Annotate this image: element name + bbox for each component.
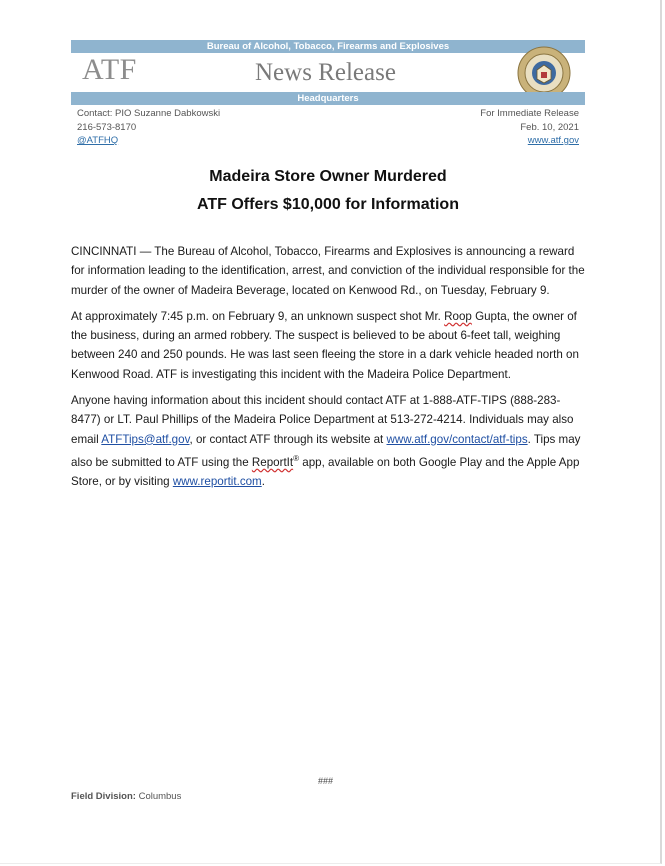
- paragraph-1: CINCINNATI — The Bureau of Alcohol, Tobacco, Firearms and Explosives is announcing a reward for information leading to the identification, arrest, and conviction of the individual responsible for the murder of the owner of Madeira Beverage, located on Kenwood Rd., on Tuesday, February 9.: [71, 245, 585, 297]
- spellcheck-word: Roop: [444, 309, 472, 323]
- paragraph-3: [71, 391, 585, 491]
- paragraph-2: [71, 307, 585, 384]
- paragraph-3-text-a: Anyone having information about this incident should contact ATF at 1-888-ATF-TIPS (888-283-8477) or LT. Paul Phillips of the Madeira Police Department at 513-272-4214. Individuals may also email: [71, 394, 574, 446]
- paragraph-3-text-d: app, available on both Google Play and the Apple App Store, or by visiting: [71, 455, 580, 489]
- paragraph-3-text-b: , or contact ATF through its website at: [189, 432, 387, 446]
- article-body: [71, 242, 585, 498]
- page-title: News Release: [255, 59, 396, 86]
- email-link[interactable]: ATFTips@atf.gov: [101, 432, 190, 446]
- paragraph-2-text-b: Gupta, the owner of the business, during an armed robbery. The suspect is believed to be about 6-feet tall, weighing between 240 and 250 pounds. He was last seen fleeing the store in a dark vehicle headed north on Kenwood Road. ATF is investigating this incident with the Madeira Police Department.: [71, 309, 579, 381]
- headquarters-bar: Headquarters: [71, 92, 585, 105]
- release-label: For Immediate Release: [480, 108, 579, 119]
- end-mark: ###: [318, 776, 334, 786]
- registered-mark: ®: [293, 453, 300, 463]
- headline: [0, 163, 656, 219]
- contact-block: [77, 107, 220, 148]
- contact-url-link[interactable]: www.atf.gov/contact/atf-tips: [386, 432, 528, 446]
- release-block: [480, 107, 579, 148]
- field-division: [71, 791, 181, 802]
- agency-bar: Bureau of Alcohol, Tobacco, Firearms and Explosives: [71, 40, 585, 53]
- field-division-value: Columbus: [135, 791, 182, 802]
- field-division-label: Field Division:: [71, 791, 136, 802]
- paragraph-2-text-a: At approximately 7:45 p.m. on February 9, an unknown suspect shot Mr.: [71, 309, 445, 323]
- release-date: Feb. 10, 2021: [520, 121, 579, 133]
- website-link[interactable]: www.atf.gov: [527, 135, 579, 146]
- headline-line-1: Madeira Store Owner Murdered: [209, 168, 447, 185]
- paragraph-3-text-c: . Tips may also be submitted to ATF using the: [71, 432, 581, 469]
- headline-line-2: ATF Offers $10,000 for Information: [197, 196, 459, 213]
- app-name: ReportIt: [251, 455, 294, 469]
- paragraph-3-text-e: .: [261, 475, 265, 489]
- atf-logo: ATF: [82, 53, 137, 86]
- twitter-handle-link[interactable]: @ATFHQ: [77, 135, 119, 146]
- contact-phone: 216-573-8170: [77, 121, 137, 133]
- reportit-link[interactable]: www.reportit.com: [172, 475, 262, 489]
- contact-name: Contact: PIO Suzanne Dabkowski: [77, 108, 221, 119]
